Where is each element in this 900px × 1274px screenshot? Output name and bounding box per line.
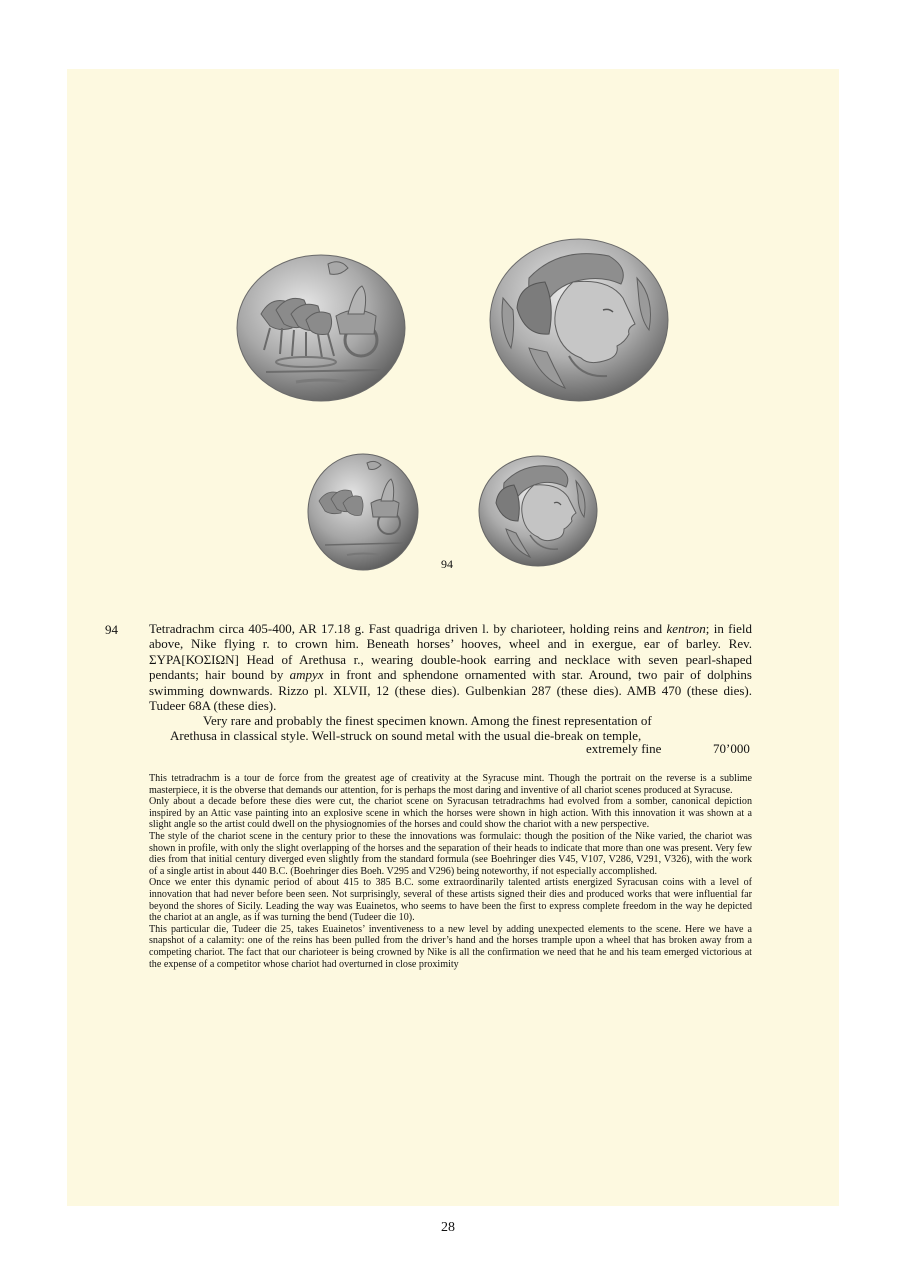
lot-number: 94	[105, 622, 118, 637]
coin-reverse-small	[478, 455, 598, 568]
essay-paragraph: Once we enter this dynamic period of about 415 to 385 B.C. some extraordinarily talented artists energized Syracusan coins with a level of innovation that had never before been seen. Not surprisingly, several of these artists signed their dies and produced works that were influential far beyond the shores of Sicily. Leading the way was Euainetos, who seems to have been the first to express complete freedom in the way he depicted the chariot at an angle, as if was turning the bend (Tudeer die 10).	[149, 877, 752, 924]
essay-paragraph: This particular die, Tudeer die 25, takes Euainetos’ inventiveness to a new level by adding unexpected elements to the scene. Here we have a snapshot of a calamity: one of the reins has been pulled from the driver’s hand and the horses trample upon a wheel that has broken away from a competing chariot. The fact that our charioteer is being crowned by Nike is all the confirmation we need that he and his team emerged victorious at the expense of a competitor whose chariot had overturned in close proximity	[149, 923, 752, 970]
lot-description-part: in front and sphendone ornamented with star. Around, two pair of dolphins swimming downwards. Rizzo pl. XLVII, 12 (these dies). Gulbenkian 287 (these dies). AMB 470 (these dies). Tudeer 68A (these dies).	[149, 667, 752, 714]
lot-description-italic: kentron	[666, 621, 706, 636]
lot-essay	[149, 773, 752, 970]
plate-number: 94	[441, 557, 453, 571]
essay-paragraph: This tetradrachm is a tour de force from the greatest age of creativity at the Syracuse mint. Though the portrait on the reverse is a sublime masterpiece, it is the obverse that demands our attention, for is perhaps the most daring and inventive of all chariot scenes produced at Syracuse.	[149, 773, 752, 796]
essay-paragraph: Only about a decade before these dies were cut, the chariot scene on Syracusan tetradrachms had evolved from a somber, canonical depiction inspired by an Attic vase painting into an explosive scene in which the horses were shown in high action. With this innovation it was shown at a slight angle so the artist could dwell on the physiognomies of the horses and could show the chariot with a new perspective.	[149, 796, 752, 831]
coin-obverse-large	[236, 254, 406, 402]
essay-paragraph: The style of the chariot scene in the century prior to these the innovations was formulaic: though the position of the Nike varied, the chariot was shown in profile, with only the slight overlapping of the horses and the separation of their heads to indicate that more than one was present. Very few dies from that initial century diverged even slightly from the standard formula (see Boehringer dies V45, V107, V286, V291, V326), with the work of a single artist in about 440 B.C. (Boehringer dies Boeh. V295 and V296) being noteworthy, if not especially accomplished.	[149, 830, 752, 877]
lot-note-line-2: Arethusa in classical style. Well-struck on sound metal with the usual die-break on temple,	[170, 728, 642, 743]
lot-price: 70’000	[713, 741, 750, 756]
coin-obverse-small	[307, 453, 420, 571]
lot-description-part: Tetradrachm circa 405-400, AR 17.18 g. Fast quadriga driven l. by charioteer, holding reins and	[149, 621, 667, 636]
lot-note-line-1: Very rare and probably the finest specimen known. Among the finest representation of	[203, 713, 652, 728]
lot-grade: extremely fine	[586, 741, 662, 756]
page-number: 28	[441, 1220, 455, 1235]
lot-description	[149, 621, 752, 713]
lot-description-italic: ampyx	[289, 667, 324, 683]
lot-description-part: ; in field above, Nike flying r. to crown him. Beneath horses’ hooves, wheel and in exergue, ear of barley. Rev. ΣΥΡΑ[ΚΟΣΙΩΝ] Head of Arethusa r., wearing double-hook earring and necklace with seven pearl-shaped pendants; hair bound by	[149, 621, 753, 683]
coin-reverse-large	[489, 238, 669, 403]
